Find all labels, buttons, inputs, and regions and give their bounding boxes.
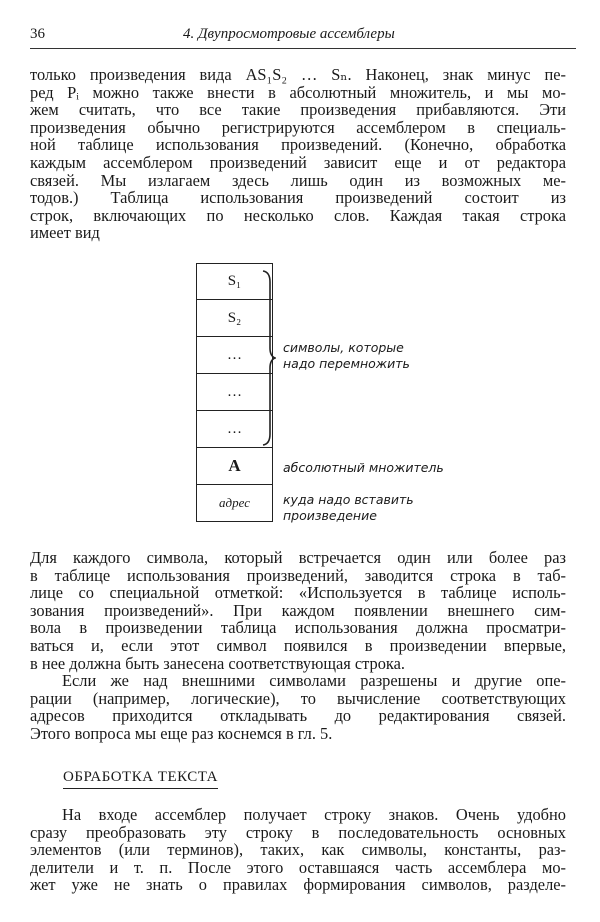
- note-symbols-to-multiply: [283, 340, 410, 372]
- note-line: надо перемножить: [283, 356, 410, 371]
- paragraph-2: [30, 549, 566, 672]
- text-line: только произведения вида AS₁S₂ … Sₙ. Наконец, знак минус пе-: [30, 65, 566, 84]
- text-line: строк, включающих по несколько слов. Каждая такая строка: [30, 205, 566, 225]
- text-line: зования произведений». При каждом появлении внешнего сим-: [30, 600, 566, 620]
- table-cell-s1: S₁: [196, 263, 273, 300]
- page-header: [30, 26, 570, 48]
- section-title: ОБРАБОТКА ТЕКСТА: [63, 769, 218, 789]
- text-line: Для каждого символа, который встречается один или более раз: [30, 548, 566, 567]
- text-line: рации (например, логические), то вычисление соответствующих: [30, 688, 566, 708]
- page-number: 36: [30, 26, 45, 42]
- text-line: каждым ассемблером произведений зависит еще и от редактора: [30, 152, 566, 172]
- table-cell-address: адрес: [196, 485, 273, 522]
- paragraph-4: [30, 806, 566, 894]
- text-line: тодов.) Таблица использования произведений состоит из: [30, 188, 566, 208]
- text-line: имеет вид: [30, 223, 100, 243]
- table-cell-ellipsis: …: [196, 411, 273, 448]
- table-cell-s2: S₂: [196, 300, 273, 337]
- text-line: элементов (или терминов), таких, как символы, константы, раз-: [30, 840, 566, 860]
- text-line: ной таблице использования произведений. (Конечно, обработка: [30, 135, 566, 155]
- table-cell-absolute-factor: A: [196, 448, 273, 485]
- text-line: в нее должна быть занесена соответствующая строка.: [30, 653, 406, 673]
- text-line: жем считать, что все такие произведения прибавляются. Эти: [30, 100, 566, 120]
- note-line: произведение: [283, 508, 377, 523]
- paragraph-1: [30, 66, 566, 242]
- text-line: лице со специальной отметкой: «Используется в таблице исполь-: [30, 583, 566, 603]
- note-insert-address: [283, 492, 414, 524]
- text-line: в таблице использования произведений, заводится строка в таб-: [30, 565, 566, 585]
- text-line: Этого вопроса мы еще раз коснемся в гл. 5.: [30, 723, 333, 743]
- paragraph-3: [30, 672, 566, 742]
- text-line: ред Pᵢ можно также внести в абсолютный множитель, и мы мо-: [30, 82, 566, 102]
- table-cell-ellipsis: …: [196, 337, 273, 374]
- text-line: делители и т. п. После этого оставшаяся часть ассемблера мо-: [30, 857, 566, 877]
- text-line: жет уже не знать о правилах формирования символов, разделе-: [30, 875, 566, 895]
- text-line: ваться и, если этот символ появился в произведении впервые,: [30, 635, 566, 655]
- table-cell-ellipsis: …: [196, 374, 273, 411]
- running-head: 4. Двупросмотровые ассемблеры: [183, 26, 395, 42]
- text-line: Если же над внешними символами разрешены и другие опе-: [62, 671, 566, 690]
- text-line: На входе ассемблер получает строку знаков. Очень удобно: [62, 805, 566, 824]
- text-line: произведения обычно регистрируются ассемблером в специаль-: [30, 117, 566, 137]
- text-line: сразу преобразовать эту строку в последовательность основных: [30, 822, 566, 842]
- header-rule: [30, 48, 576, 49]
- note-line: символы, которые: [283, 340, 404, 355]
- note-line: куда надо вставить: [283, 492, 414, 507]
- text-line: вола в произведении таблица использования должна просматри-: [30, 618, 566, 638]
- note-absolute-factor: абсолютный множитель: [283, 460, 444, 475]
- right-brace-icon: [262, 270, 276, 446]
- text-line: адресов приходится откладывать до редактирования связей.: [30, 706, 566, 726]
- text-line: связей. Мы излагаем здесь лишь один из возможных ме-: [30, 170, 566, 190]
